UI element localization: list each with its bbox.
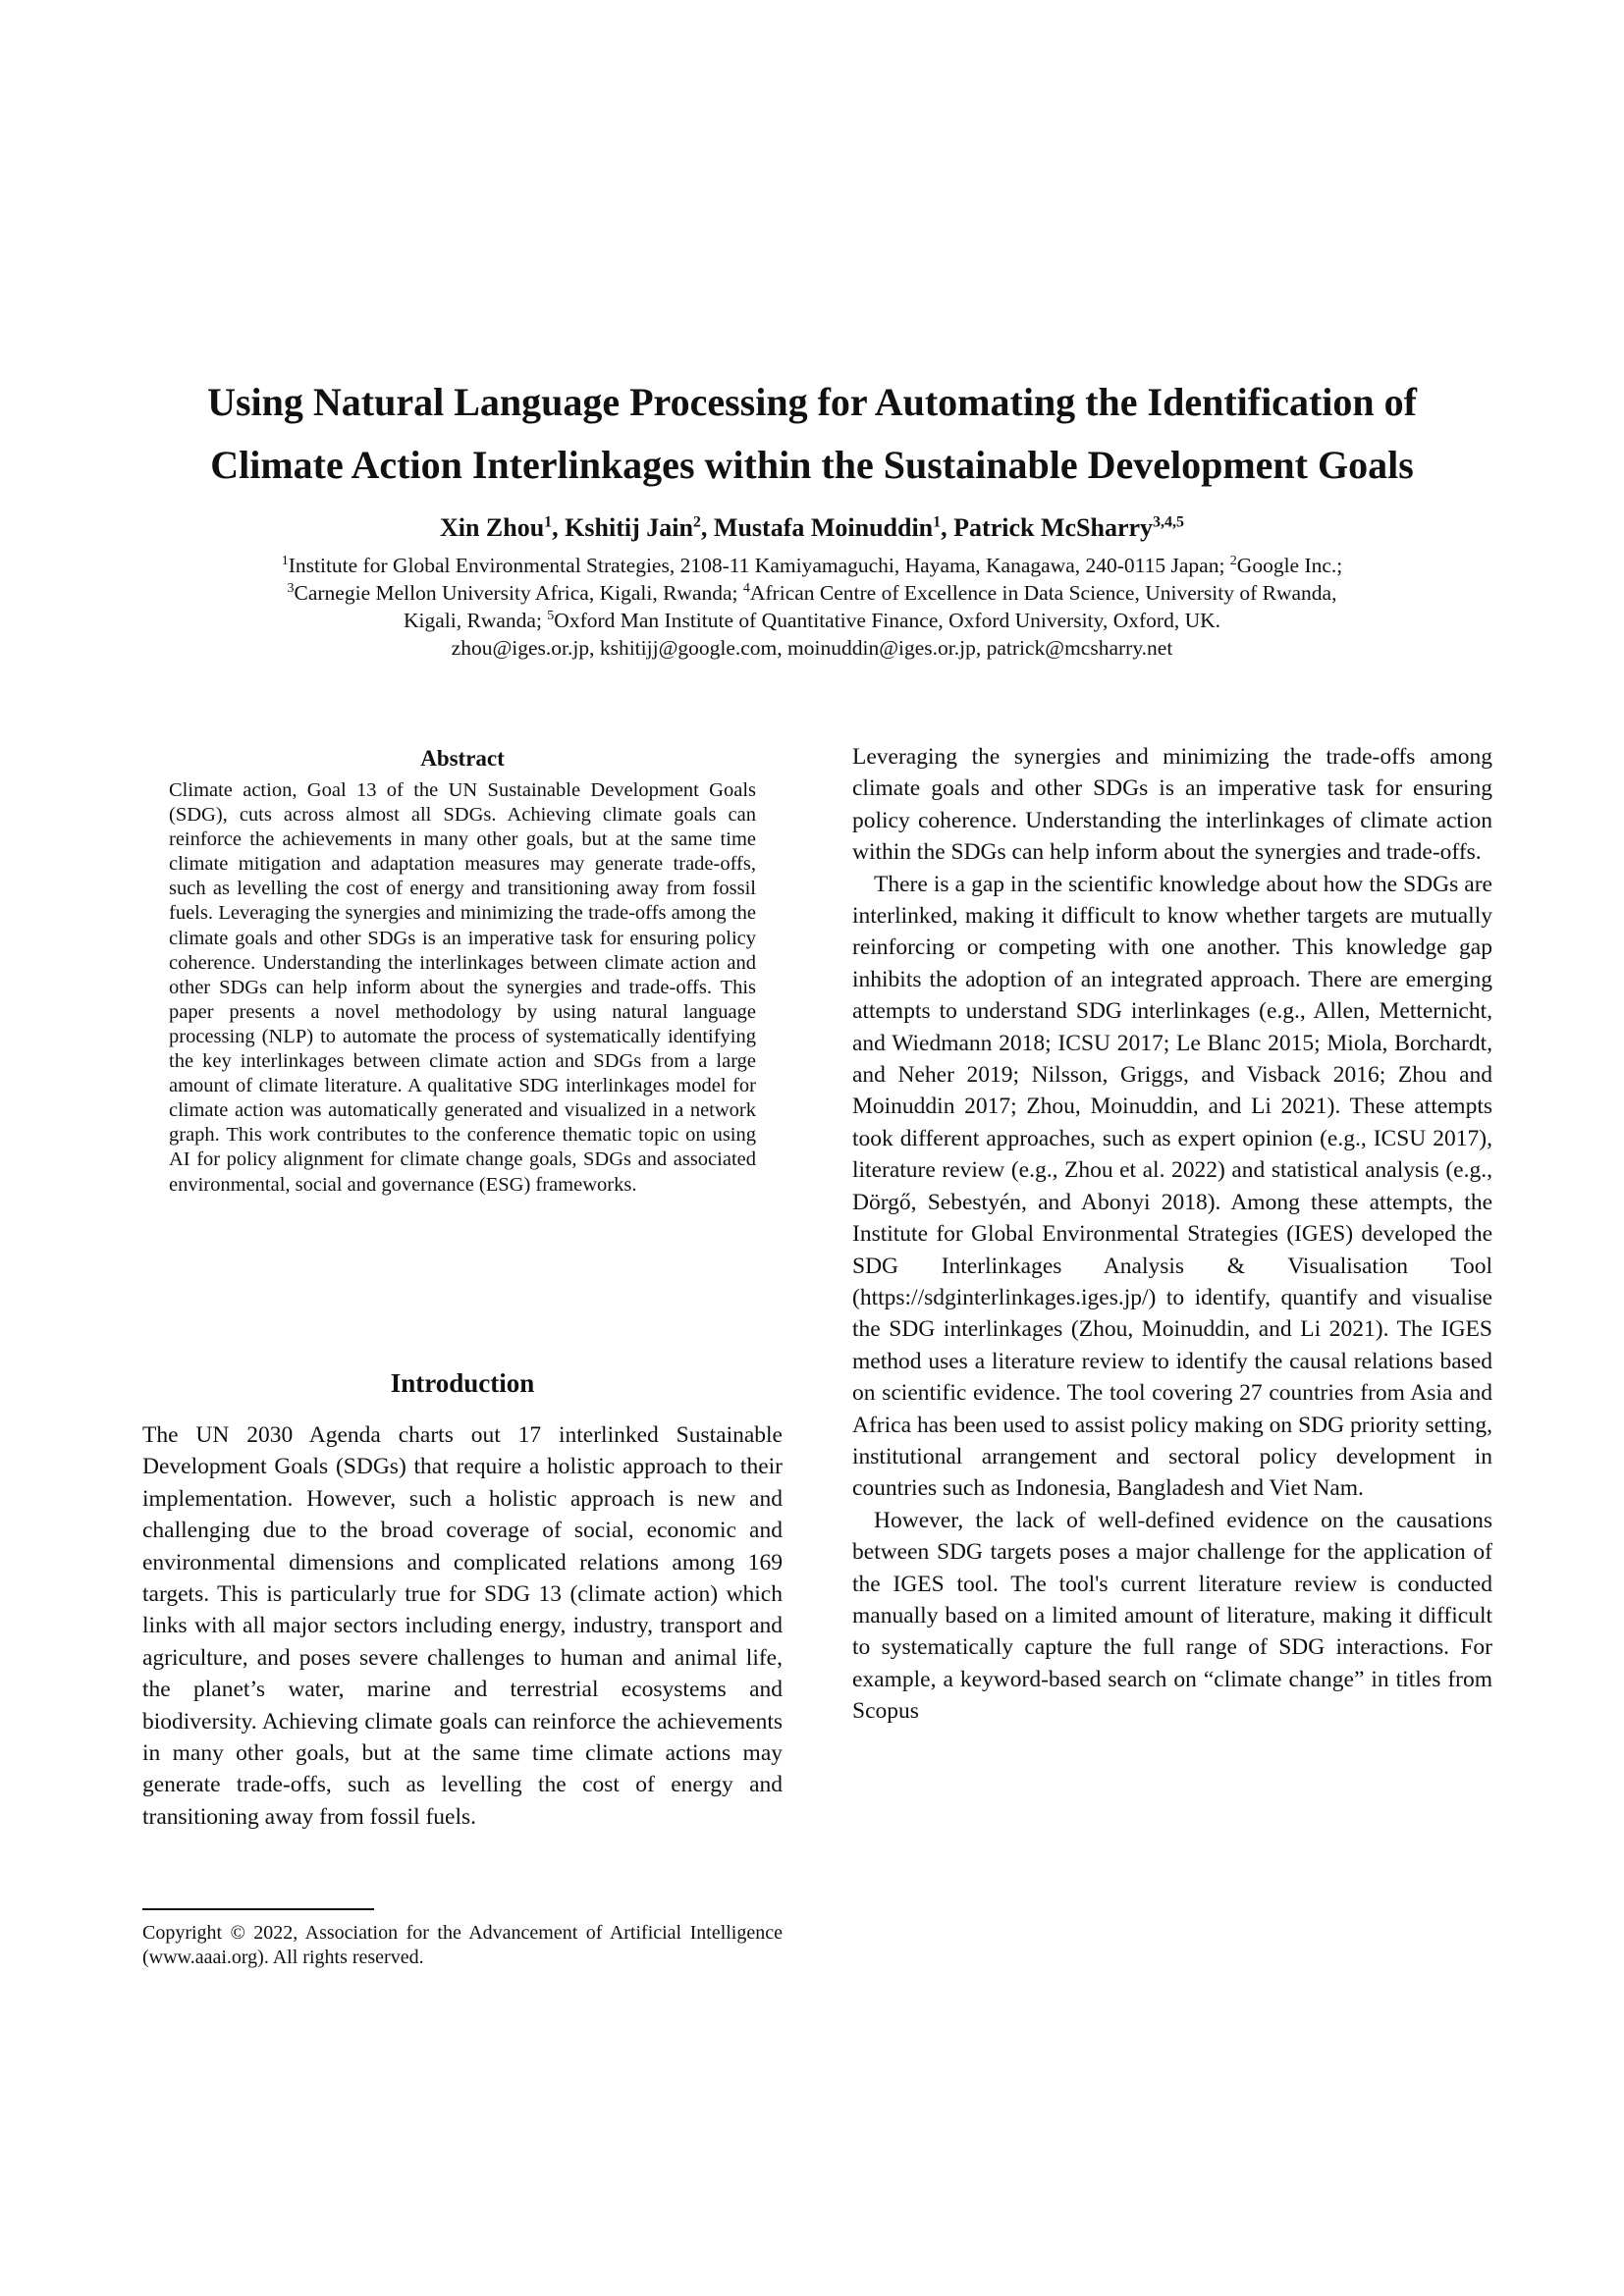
- affiliation-cmu-africa: Carnegie Mellon University Africa, Kigali, Rwanda;: [294, 581, 743, 605]
- author-affiliation-mark: 3,4,5: [1153, 513, 1185, 531]
- affiliation-oxford: Oxford Man Institute of Quantitative Finance, Oxford University, Oxford, UK.: [554, 609, 1220, 632]
- author-separator: ,: [941, 513, 954, 542]
- introduction-heading: Introduction: [390, 1368, 535, 1398]
- introduction-paragraph: The UN 2030 Agenda charts out 17 interlinked Sustainable Development Goals (SDGs) that require a holistic approach to their implementation. However, such a holistic approach is new and challenging due to the broad coverage of social, economic and environmental dimensions and complicated relations among 169 targets. This is particularly true for SDG 13 (climate action) which links with all major sectors including energy, industry, transport and agriculture, and poses severe challenges to human and animal life, the planet’s water, marine and terrestrial ecosystems and biodiversity. Achieving climate goals can reinforce the achievements in many other goals, but at the same time climate actions may generate trade-offs, such as levelling the cost of energy and transitioning away from fossil fuels.: [142, 1422, 783, 1830]
- affiliations: [118, 552, 1506, 662]
- title-line-1: Using Natural Language Processing for Automating the Identification of: [207, 380, 1417, 424]
- affiliation-mark: 4: [742, 580, 750, 596]
- affiliation-mark: 3: [287, 580, 295, 596]
- abstract-text: Climate action, Goal 13 of the UN Sustainable Development Goals (SDG), cuts across almost all SDGs. Achieving climate goals can reinforce the achievements in many other goals, but at the same time climate mitigation and adaptation measures may generate trade-offs, such as levelling the cost of energy and transitioning away from fossil fuels. Leveraging the synergies and minimizing the trade-offs among the climate goals and other SDGs is an imperative task for ensuring policy coherence. Understanding the interlinkages between climate action and other SDGs can help inform about the synergies and trade-offs. This paper presents a novel methodology by using natural language processing (NLP) to automate the process of systematically identifying the key interlinkages between climate action and SDGs from a large amount of climate literature. A qualitative SDG interlinkages model for climate action was automatically generated and visualized in a network graph. This work contributes to the conference thematic topic on using AI for policy alignment for climate change goals, SDGs and associated environmental, social and governance (ESG) frameworks.: [169, 779, 756, 1196]
- title-line-2: Climate Action Interlinkages within the Sustainable Development Goals: [210, 443, 1414, 487]
- affiliation-google: Google Inc.;: [1236, 554, 1343, 577]
- abstract-heading: Abstract: [420, 746, 505, 771]
- affiliation-mark: 2: [1229, 553, 1237, 568]
- author-affiliation-mark: 2: [692, 513, 701, 531]
- author-emails: zhou@iges.or.jp, kshitijj@google.com, moinuddin@iges.or.jp, patrick@mcsharry.net: [451, 636, 1173, 660]
- affiliation-ace-ds: African Centre of Excellence in Data Science, University of Rwanda,: [749, 581, 1337, 605]
- copyright-notice: Copyright © 2022, Association for the Advancement of Artificial Intelligence (www.aaai.org). All rights reserved.: [142, 1922, 783, 1968]
- affiliation-iges: Institute for Global Environmental Strategies, 2108-11 Kamiyamaguchi, Hayama, Kanagawa, 240-0115 Japan;: [288, 554, 1230, 577]
- body-paragraph: Leveraging the synergies and minimizing the trade-offs among climate goals and other SDGs is an imperative task for ensuring policy coherence. Understanding the interlinkages of climate action within the SDGs can help inform about the synergies and trade-offs.: [852, 744, 1492, 866]
- right-column: [852, 741, 1492, 1728]
- author-name: Mustafa Moinuddin: [713, 513, 934, 542]
- author-separator: ,: [700, 513, 714, 542]
- footnote-divider: [142, 1908, 374, 1910]
- author-name: Xin Zhou: [439, 513, 545, 542]
- author-separator: ,: [552, 513, 566, 542]
- author-affiliation-mark: 1: [544, 513, 553, 531]
- paper-title: [98, 371, 1526, 497]
- body-paragraph: There is a gap in the scientific knowledge about how the SDGs are interlinked, making it difficult to know whether targets are mutually reinforcing or competing with one another. This knowledge gap inhibits the adoption of an integrated approach. There are emerging attempts to understand SDG interlinkages (e.g., Allen, Metternicht, and Wiedmann 2018; ICSU 2017; Le Blanc 2015; Miola, Borchardt, and Neher 2019; Nilsson, Griggs, and Visback 2016; Zhou and Moinuddin 2017; Zhou, Moinuddin, and Li 2021). These attempts took different approaches, such as expert opinion (e.g., ICSU 2017), literature review (e.g., Zhou et al. 2022) and statistical analysis (e.g., Dörgő, Sebestyén, and Abonyi 2018). Among these attempts, the Institute for Global Environmental Strategies (IGES) developed the SDG Interlinkages Analysis & Visualisation Tool (https://sdginterlinkages.iges.jp/) to identify, quantify and visualise the SDG interlinkages (Zhou, Moinuddin, and Li 2021). The IGES method uses a literature review to identify the causal relations based on scientific evidence. The tool covering 27 countries from Asia and Africa has been used to assist policy making on SDG priority setting, institutional arrangement and sectoral policy development in countries such as Indonesia, Bangladesh and Viet Nam.: [852, 871, 1492, 1502]
- affiliation-line: [118, 552, 1506, 579]
- author-name: Patrick McSharry: [953, 513, 1154, 542]
- author-list: [98, 510, 1526, 546]
- body-paragraph: However, the lack of well-defined evidence on the causations between SDG targets poses a major challenge for the application of the IGES tool. The tool's current literature review is conducted manually based on a limited amount of literature, making it difficult to systematically capture the full range of SDG interactions. For example, a keyword-based search on “climate change” in titles from Scopus: [852, 1507, 1492, 1725]
- author-affiliation-mark: 1: [933, 513, 942, 531]
- affiliation-mark: 5: [547, 608, 555, 623]
- affiliation-line: [118, 579, 1506, 607]
- affiliation-mark: 1: [281, 553, 289, 568]
- author-name: Kshitij Jain: [565, 513, 693, 542]
- affiliation-ace-ds-location: Kigali, Rwanda;: [404, 609, 548, 632]
- affiliation-line: [118, 607, 1506, 634]
